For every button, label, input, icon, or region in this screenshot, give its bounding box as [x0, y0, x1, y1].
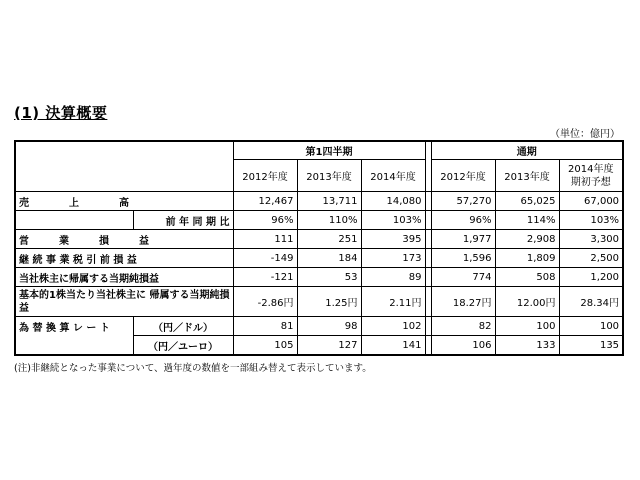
year-full-2014-forecast: 2014年度 期初予想 [559, 160, 623, 192]
blank-cell [15, 336, 133, 356]
table-row [15, 211, 623, 230]
cell: 184 [297, 249, 361, 268]
table-row [15, 336, 623, 356]
cell: 96% [233, 211, 297, 230]
financial-summary-table [14, 140, 624, 356]
cell: 508 [495, 268, 559, 287]
row-label-eps [15, 287, 233, 317]
cell: 28.34円 [559, 287, 623, 317]
table-row [15, 287, 623, 317]
cell: 65,025 [495, 192, 559, 211]
cell: 1,596 [431, 249, 495, 268]
cell: 133 [495, 336, 559, 356]
cell: 1,809 [495, 249, 559, 268]
cell: 100 [559, 317, 623, 336]
header-q1: 第1四半期 [233, 141, 425, 160]
cell: 53 [297, 268, 361, 287]
cell: 141 [361, 336, 425, 356]
cell: 105 [233, 336, 297, 356]
row-label-fx: 為 替 換 算 レ ー ト [15, 317, 133, 336]
cell: 81 [233, 317, 297, 336]
table-row [15, 268, 623, 287]
cell: 1.25円 [297, 287, 361, 317]
cell: 3,300 [559, 230, 623, 249]
cell: 102 [361, 317, 425, 336]
cell: 173 [361, 249, 425, 268]
table-row [15, 249, 623, 268]
cell: 395 [361, 230, 425, 249]
header-row-groups [15, 141, 623, 160]
cell: 13,711 [297, 192, 361, 211]
cell: 251 [297, 230, 361, 249]
row-sublabel-eur: （円／ユーロ） [133, 336, 233, 356]
cell: -2.86円 [233, 287, 297, 317]
cell: 14,080 [361, 192, 425, 211]
year-q1-2014: 2014年度 [361, 160, 425, 192]
header-corner [15, 141, 233, 192]
section-title: (1) 決算概要 [14, 104, 108, 122]
row-label-net-income: 当社株主に帰属する当期純損益 [15, 268, 233, 287]
cell: -121 [233, 268, 297, 287]
cell: 12.00円 [495, 287, 559, 317]
cell: 57,270 [431, 192, 495, 211]
cell: 2.11円 [361, 287, 425, 317]
unit-label: （単位：億円） [550, 129, 620, 140]
cell: 2,500 [559, 249, 623, 268]
cell: 96% [431, 211, 495, 230]
table-row [15, 230, 623, 249]
cell: 98 [297, 317, 361, 336]
cell: 1,977 [431, 230, 495, 249]
cell: 111 [233, 230, 297, 249]
row-label-pretax: 継 続 事 業 税 引 前 損 益 [15, 249, 233, 268]
cell: 2,908 [495, 230, 559, 249]
table-row [15, 192, 623, 211]
footnote: (注)非継続となった事業について、過年度の数値を一部組み替えて表示しています。 [14, 363, 372, 374]
row-label-eps-text: 基本的1株当たり当社株主に 帰属する当期純損益 [19, 289, 230, 314]
row-label-operating: 営 業 損 益 [15, 230, 233, 249]
cell: -149 [233, 249, 297, 268]
cell: 67,000 [559, 192, 623, 211]
row-sublabel-usd: （円／ドル） [133, 317, 233, 336]
cell: 135 [559, 336, 623, 356]
table-row [15, 317, 623, 336]
header-full-year: 通期 [431, 141, 623, 160]
blank-cell [15, 211, 133, 230]
row-label-sales: 売 上 高 [15, 192, 233, 211]
cell: 89 [361, 268, 425, 287]
cell: 110% [297, 211, 361, 230]
cell: 12,467 [233, 192, 297, 211]
cell: 82 [431, 317, 495, 336]
cell: 774 [431, 268, 495, 287]
cell: 18.27円 [431, 287, 495, 317]
cell: 103% [559, 211, 623, 230]
year-full-2013: 2013年度 [495, 160, 559, 192]
cell: 1,200 [559, 268, 623, 287]
cell: 106 [431, 336, 495, 356]
row-label-yoy: 前 年 同 期 比 [133, 211, 233, 230]
year-q1-2013: 2013年度 [297, 160, 361, 192]
cell: 114% [495, 211, 559, 230]
year-full-2012: 2012年度 [431, 160, 495, 192]
cell: 127 [297, 336, 361, 356]
cell: 103% [361, 211, 425, 230]
year-q1-2012: 2012年度 [233, 160, 297, 192]
cell: 100 [495, 317, 559, 336]
